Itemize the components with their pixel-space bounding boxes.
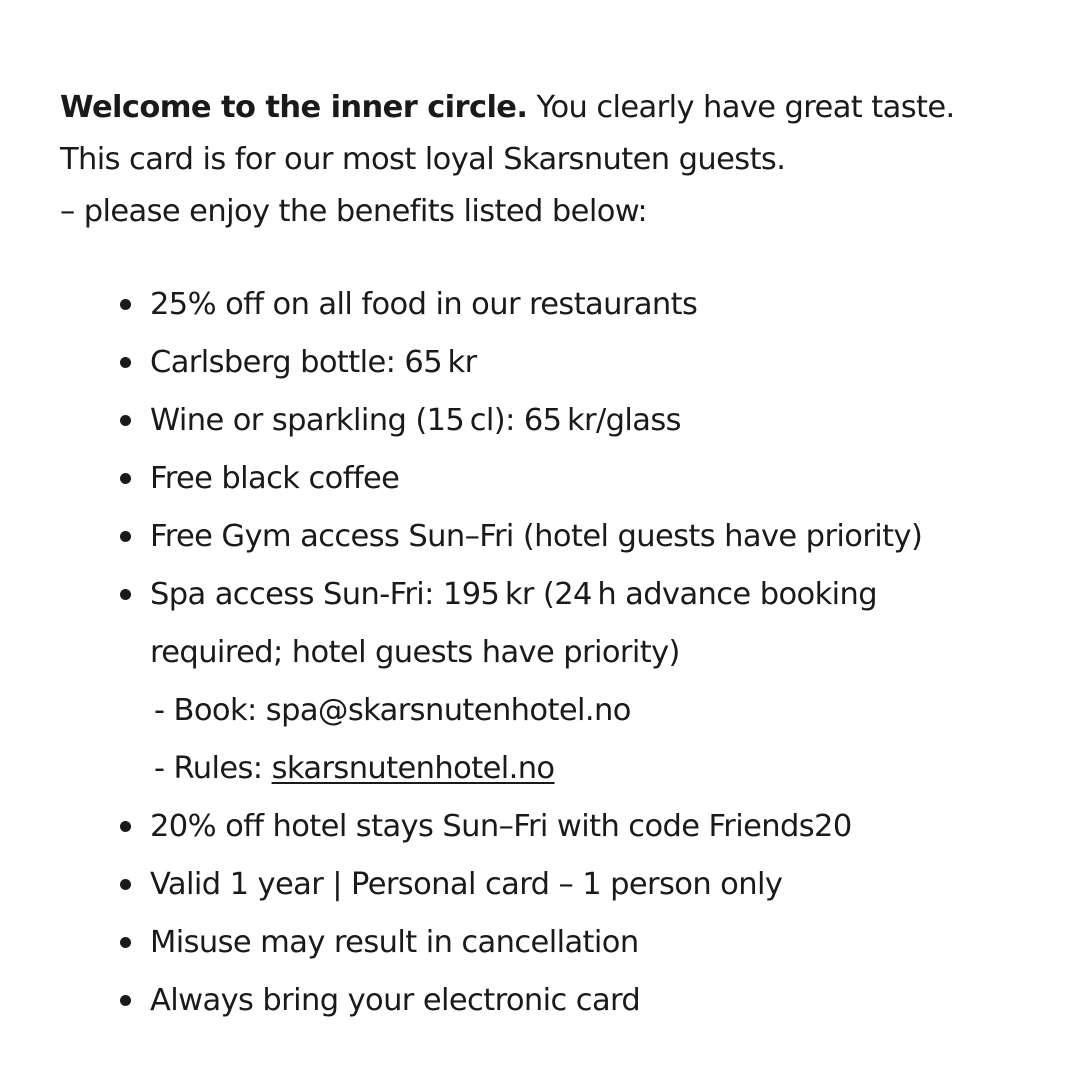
benefit-bring-card [150, 972, 1040, 1030]
intro-line-2: This card is for our most loyal Skarsnuten guests. [60, 142, 786, 177]
benefit-text: 20% off hotel stays Sun–Fri with code Friends20 [150, 809, 852, 844]
benefit-gym [150, 508, 1040, 566]
spa-line-2: required; hotel guests have priority) [150, 635, 680, 670]
benefit-coffee [150, 450, 1040, 508]
benefit-spa [150, 566, 1040, 798]
spa-rules [150, 740, 1040, 798]
bullet-icon [120, 589, 131, 600]
spa-book [150, 682, 1040, 740]
benefit-misuse [150, 914, 1040, 972]
benefit-food-discount [150, 276, 1040, 334]
tagline: You clearly have great taste. [527, 90, 955, 125]
benefit-validity [150, 856, 1040, 914]
benefit-text: Misuse may result in cancellation [150, 925, 639, 960]
benefit-text: Always bring your electronic card [150, 983, 641, 1018]
headline: Welcome to the inner circle. [60, 90, 528, 125]
benefit-wine [150, 392, 1040, 450]
spa-line-1: Spa access Sun-Fri: 195 kr (24 h advance booking [150, 577, 877, 612]
benefit-text: Free black coffee [150, 461, 400, 496]
bullet-icon [120, 995, 131, 1006]
benefit-text: Valid 1 year | Personal card – 1 person only [150, 867, 783, 902]
bullet-icon [120, 879, 131, 890]
intro-line-1 [60, 82, 1040, 134]
bullet-icon [120, 299, 131, 310]
benefit-hotel-discount [150, 798, 1040, 856]
spa-rules-link[interactable]: skarsnutenhotel.no [271, 751, 555, 786]
spa-book-email: spa@skarsnutenhotel.no [265, 693, 631, 728]
benefit-text: Free Gym access Sun–Fri (hotel guests have priority) [150, 519, 923, 554]
intro-text [60, 82, 1040, 238]
spa-rules-prefix: - Rules: [154, 751, 272, 786]
bullet-icon [120, 821, 131, 832]
bullet-icon [120, 415, 131, 426]
spa-book-prefix: - Book: [154, 693, 266, 728]
benefits-list [60, 276, 1040, 1030]
bullet-icon [120, 357, 131, 368]
benefit-text: Carlsberg bottle: 65 kr [150, 345, 477, 380]
benefit-text: 25% off on all food in our restaurants [150, 287, 698, 322]
benefit-carlsberg [150, 334, 1040, 392]
bullet-icon [120, 473, 131, 484]
intro-line-3: – please enjoy the benefits listed below: [60, 194, 648, 229]
bullet-icon [120, 937, 131, 948]
bullet-icon [120, 531, 131, 542]
benefit-text: Wine or sparkling (15 cl): 65 kr/glass [150, 403, 681, 438]
